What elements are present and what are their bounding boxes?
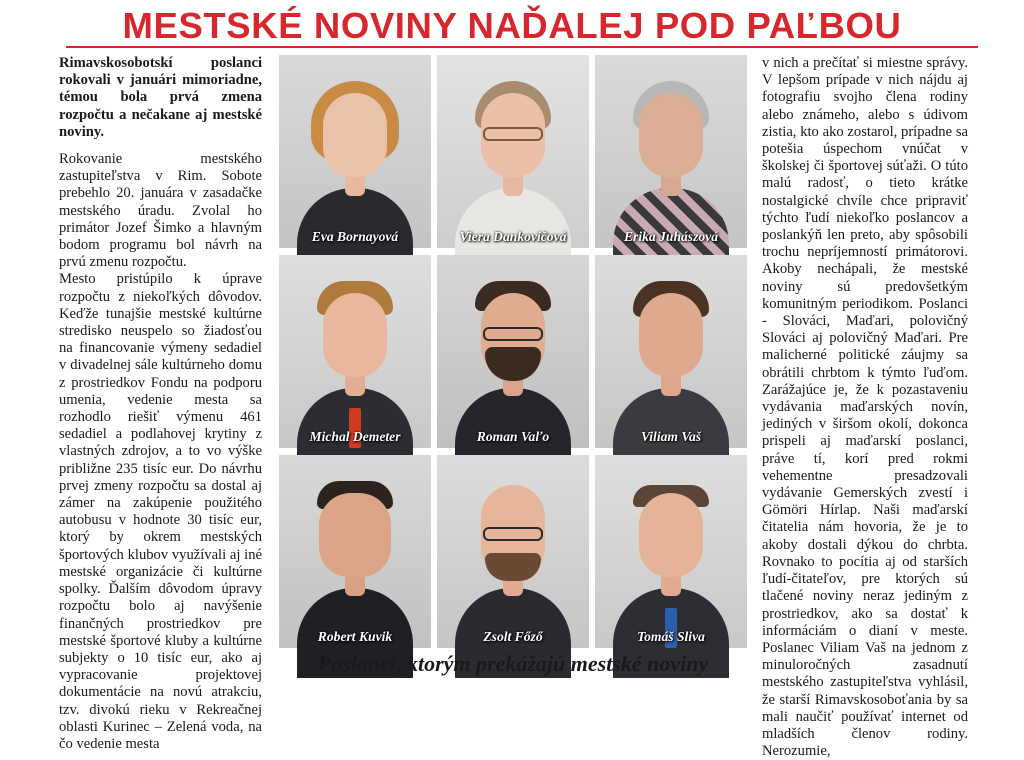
- portrait-caption: Erika Juhászová: [623, 229, 719, 244]
- portrait-photo: [279, 455, 431, 648]
- article-paragraph: Mesto pristúpilo k úprave rozpočtu z niekoľkých dôvodov. Keďže tunajšie mestské kultúrne stredisko neuspelo so žiadosťou na financovanie výmeny sedadiel v divadelnej sále kultúrneho domu z prostriedkov Fondu na podporu umenia, vedenie mesta sa rozhodlo riešiť výmenu 461 sedadiel a podlahovej krytiny z vlastných zdrojov, a to vo výške približne 235 tisíc eur. Do návrhu prvej zmeny rozpočtu sa dostal aj zámer na zakúpenie použitého autobusu v hodnote 30 tisíc eur, ktorý by okrem mestských športových klubov využívali aj iné mestské organizácie či kultúrne spolky. Ďalším dôvodom úpravy rozpočtu bolo aj navýšenie finančných prostriedkov pre mestské športové kluby a kultúrne subjekty o 10 tisíc eur, ako aj vypracovanie projektovej dokumentácie na novú atrakciu, tzv. divokú rieku v Rekreačnej oblasti Kurinec – Zelená voda, na čo vedenie mesta: [59, 271, 262, 752]
- portrait-caption: Viera Dankovičová: [459, 229, 567, 244]
- portrait-photo: [437, 255, 589, 448]
- portrait-photo: [279, 55, 431, 248]
- left-text-column: [59, 55, 262, 752]
- portrait-photo: [437, 455, 589, 648]
- portrait-caption: Tomáš Sliva: [637, 629, 705, 644]
- right-text-column: [762, 55, 968, 760]
- article-paragraph: Rokovanie mestského zastupiteľstva v Rim. Sobote prebehlo 20. januára v zasadačke mestského úradu. Zvolal ho primátor Jozef Šimko a hlavným bodom programu bol návrh na prvú zmenu rozpočtu.: [59, 151, 262, 271]
- portrait-photo: [437, 55, 589, 248]
- portrait-photo: [595, 55, 747, 248]
- article-lead: Rimavskosobotskí poslanci rokovali v januári mimoriadne, témou bola prvá zmena rozpočtu a nečakane aj mestské noviny.: [59, 55, 262, 140]
- portrait-photo: [279, 255, 431, 448]
- portrait-caption: Eva Bornayová: [311, 229, 399, 244]
- portrait-caption: Zsolt Főző: [483, 629, 543, 644]
- article-headline: MESTSKÉ NOVINY NAĎALEJ POD PAĽBOU: [122, 5, 902, 46]
- portrait-caption: Viliam Vaš: [640, 429, 702, 444]
- headline-rule: [66, 46, 978, 48]
- portrait-caption: Michal Demeter: [309, 429, 401, 444]
- portrait-caption: Roman Vaľo: [476, 429, 550, 444]
- portrait-photo: [595, 455, 747, 648]
- portrait-caption: Robert Kuvik: [317, 629, 393, 644]
- portrait-photo: [595, 255, 747, 448]
- article-paragraph: v nich a prečítať si miestne správy. V lepšom prípade v nich nájdu aj fotografiu svojho člena rodiny alebo známeho, alebo s údivom zistia, kto ako zostarol, prípadne sa potešia úspechom vnúčat v školskej či športovej súťaži. O túto malú radosť, o tieto krátke nostalgické chvíle chce pripraviť týchto ľudí niekoľko poslancov a poslankýň len preto, aby spôsobili trochu nepríjemností primátorovi. Akoby nechápali, že mestské noviny sú predovšetkým komunitným periodikom. Poslanci - Slováci, Maďari, polovičný Slováci aj polovičný Maďari. Pre malicherné politické záujmy sa obrátili chrbtom k týmto ľuďom. Zarážajúce je, že k pozastaveniu vydávania maďarských novín, jediných v širšom okolí, dokonca prispeli aj maďarskí poslanci, práve tí, korí pred rokmi vehementne presadzovali vydávanie Gemerských zvestí i Gömöri Hírlap. Naši maďarskí čitatelia nám hovoria, že je to akoby dostali dýkou do chrbta. Rovnako to pocítia aj od starších ľudí-čitateľov, pre ktorých sú tlačené noviny neraz jediným z prostriedkov, ako sa dostať k informáciám o dianí v meste. Poslanec Viliam Vaš na jednom z minuloročných zasadnutí mestského zastupiteľstva vyhlásil, že starší Rimavskosoboťania by sa mali naučiť používať internet od mladších členov rodiny. Nerozumie,: [762, 55, 968, 760]
- photo-grid-caption: Poslanci, ktorým prekážajú mestské noviny: [317, 651, 709, 676]
